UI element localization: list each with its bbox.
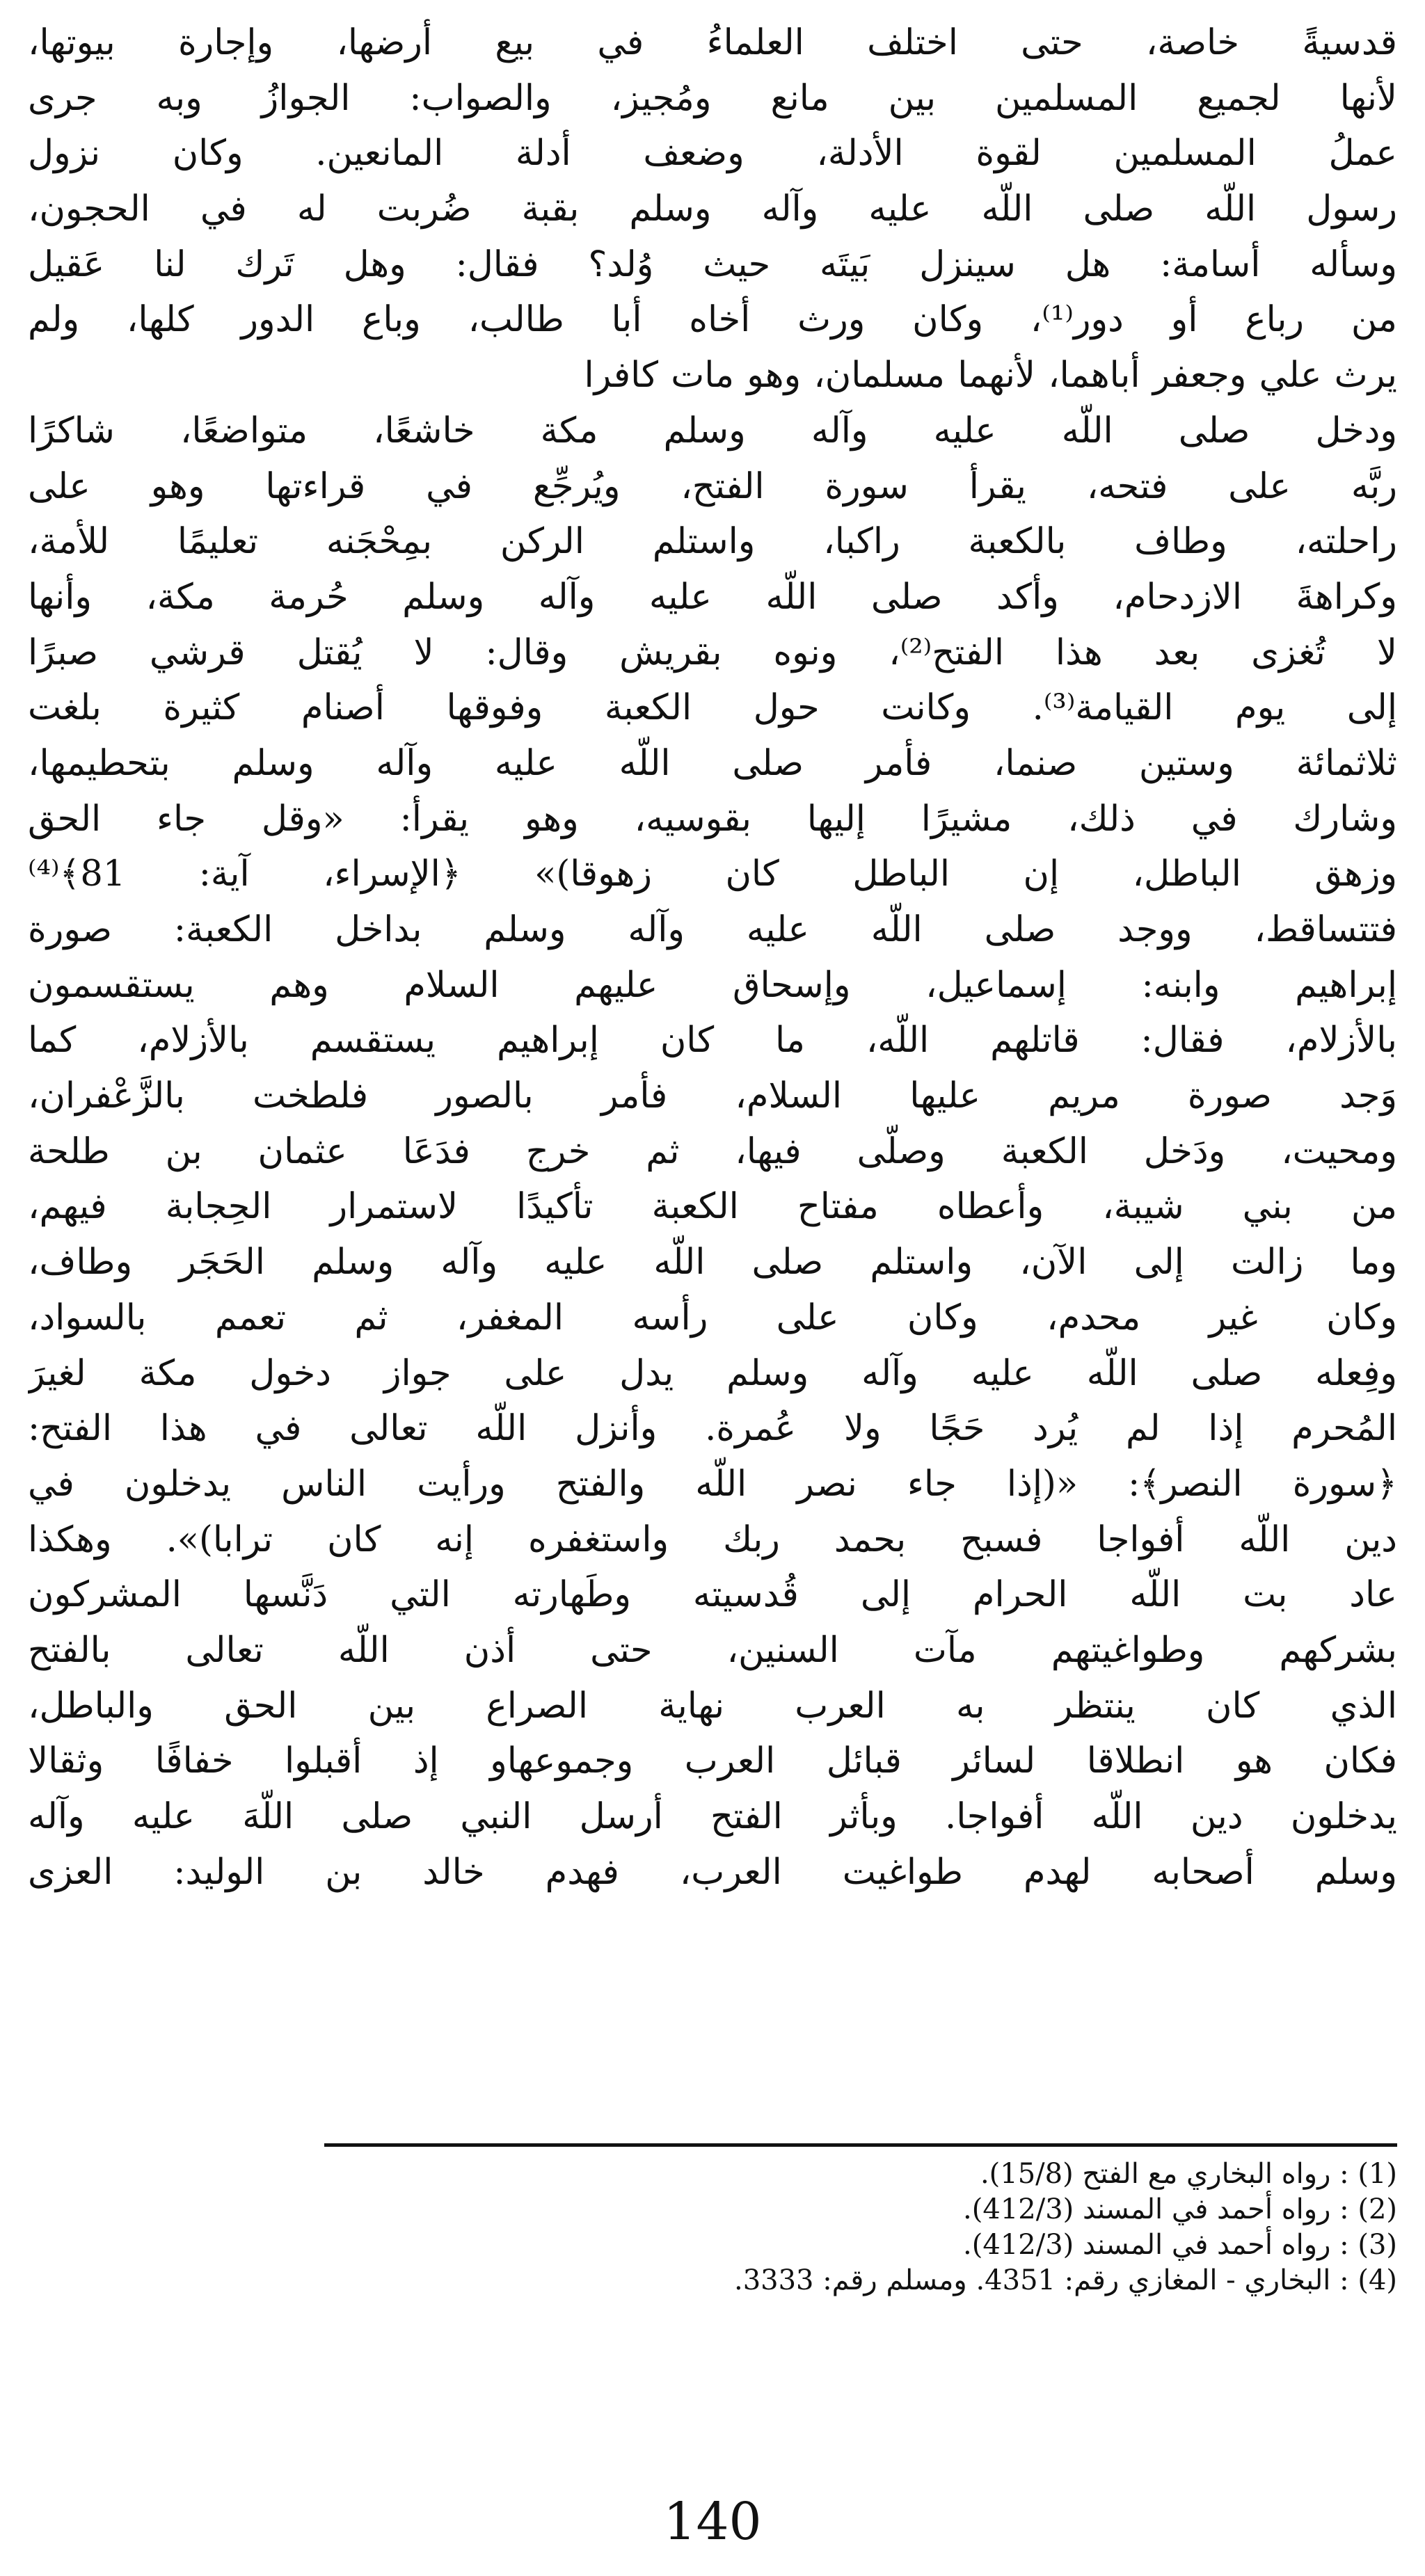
footnote-2: (2) : رواه أحمد في المسند (412/3).	[963, 2193, 1397, 2225]
text-line: رسول اللّه صلى اللّه عليه وآله وسلم بقبة ضُربت له في الحجون،	[28, 189, 1397, 230]
text-line: وكراهةَ الازدحام، وأكد صلى اللّه عليه وآله وسلم حُرمة مكة، وأنها	[28, 576, 1397, 618]
footnotes	[28, 2157, 1397, 2298]
footnote-3: (3) : رواه أحمد في المسند (412/3).	[963, 2229, 1397, 2261]
footnote-divider	[324, 2143, 1397, 2147]
text-line: ﴿سورة النصر﴾: «(إذا جاء نصر اللّه والفتح ورأيت الناس يدخلون في	[28, 1463, 1397, 1505]
text-line: قدسيةً خاصة، حتى اختلف العلماءُ في بيع أرضها، وإجارة بيوتها،	[28, 22, 1397, 63]
text-line: راحلته، وطاف بالكعبة راكبا، واستلم الركن بمِحْجَنه تعليمًا للأمة،	[28, 521, 1397, 563]
text-line: الذي كان ينتظر به العرب نهاية الصراع بين الحق والباطل،	[28, 1685, 1397, 1727]
text-line: لأنها لجميع المسلمين بين مانع ومُجيز، والصواب: الجوازُ وبه جرى	[28, 77, 1397, 119]
text-line: دين اللّه أفواجا فسبح بحمد ربك واستغفره إنه كان ترابا)». وهكذا	[28, 1519, 1397, 1560]
text-line: من بني شيبة، وأعطاه مفتاح الكعبة تأكيدًا لاستمرار الحِجابة فيهم،	[28, 1186, 1397, 1228]
text-line: وسلم أصحابه لهدم طواغيت العرب، فهدم خالد بن الوليد: العزى	[28, 1851, 1397, 1893]
text-line: المُحرم إذا لم يُرد حَجًا ولا عُمرة. وأنزل اللّه تعالى في هذا الفتح:	[28, 1408, 1397, 1450]
text-line: ربَّه على فتحه، يقرأ سورة الفتح، ويُرجِّع في قراءتها وهو على	[28, 465, 1397, 507]
text-line: إلى يوم القيامة⁽³⁾. وكانت حول الكعبة وفوقها أصنام كثيرة بلغت	[28, 687, 1397, 729]
text-line: يدخلون دين اللّه أفواجا. وبأثر الفتح أرسل النبي صلى اللّهَ عليه وآله	[28, 1796, 1397, 1837]
text-line: بالأزلام، فقال: قاتلهم اللّه، ما كان إبراهيم يستقسم بالأزلام، كما	[28, 1020, 1397, 1062]
text-line: وفِعله صلى اللّه عليه وآله وسلم يدل على جواز دخول مكة لغيرَ	[28, 1352, 1397, 1394]
text-line: ثلاثمائة وستين صنما، فأمر صلى اللّه عليه وآله وسلم بتحطيمها،	[28, 742, 1397, 784]
text-line: ومحيت، ودَخل الكعبة وصلّى فيها، ثم خرج فدَعَا عثمان بن طلحة	[28, 1130, 1397, 1172]
text-line: إبراهيم وابنه: إسماعيل، وإسحاق عليهم السلام وهم يستقسمون	[28, 964, 1397, 1006]
text-line: فكان هو انطلاقا لسائر قبائل العرب وجموعهاو إذ أقبلوا خفافًا وثقالا	[28, 1741, 1397, 1782]
text-line: وشارك في ذلك، مشيرًا إليها بقوسيه، وهو يقرأ: «وقل جاء الحق	[28, 798, 1397, 840]
text-line: وزهق الباطل، إن الباطل كان زهوقا)» ﴿الإسراء، آية: 81﴾⁽⁴⁾	[28, 854, 1397, 895]
footnote-1: (1) : رواه البخاري مع الفتح (15/8).	[980, 2158, 1397, 2190]
text-line: يرث علي وجعفر أباهما، لأنهما مسلمان، وهو مات كافرا	[584, 355, 1397, 397]
text-line: وسأله أسامة: هل سينزل بَيتَه حيث وُلد؟ فقال: وهل تَرك لنا عَقيل	[28, 243, 1397, 285]
text-line: لا تُغزى بعد هذا الفتح⁽²⁾، ونوه بقريش وقال: لا يُقتل قرشي صبرًا	[28, 632, 1397, 673]
text-line: وكان غير محدم، وكان على رأسه المغفر، ثم تعمم بالسواد،	[28, 1297, 1397, 1338]
text-line: من رباع أو دور⁽¹⁾، وكان ورث أخاه أبا طالب، وباع الدور كلها، ولم	[28, 299, 1397, 341]
text-line: فتتساقط، ووجد صلى اللّه عليه وآله وسلم بداخل الكعبة: صورة	[28, 909, 1397, 950]
text-line: عاد بت اللّه الحرام إلى قُدسيته وطَهارته التي دَنَّسها المشركون	[28, 1574, 1397, 1616]
text-line: ودخل صلى اللّه عليه وآله وسلم مكة خاشعًا، متواضعًا، شاكرًا	[28, 410, 1397, 451]
text-line: عملُ المسلمين لقوة الأدلة، وضعف أدلة المانعين. وكان نزول	[28, 133, 1397, 175]
main-text	[28, 15, 1397, 1900]
footnote-4: (4) : البخاري - المغازي رقم: 4351. ومسلم رقم: 3333.	[733, 2264, 1397, 2296]
text-line: وما زالت إلى الآن، واستلم صلى اللّه عليه وآله وسلم الحَجَر وطاف،	[28, 1242, 1397, 1283]
page-number: 140	[663, 2492, 762, 2552]
text-line: بشركهم وطواغيتهم مآت السنين، حتى أذن اللّه تعالى بالفتح	[28, 1629, 1397, 1671]
text-line: وَجد صورة مريم عليها السلام، فأمر بالصور فلطخت بالزَّعْفران،	[28, 1075, 1397, 1117]
